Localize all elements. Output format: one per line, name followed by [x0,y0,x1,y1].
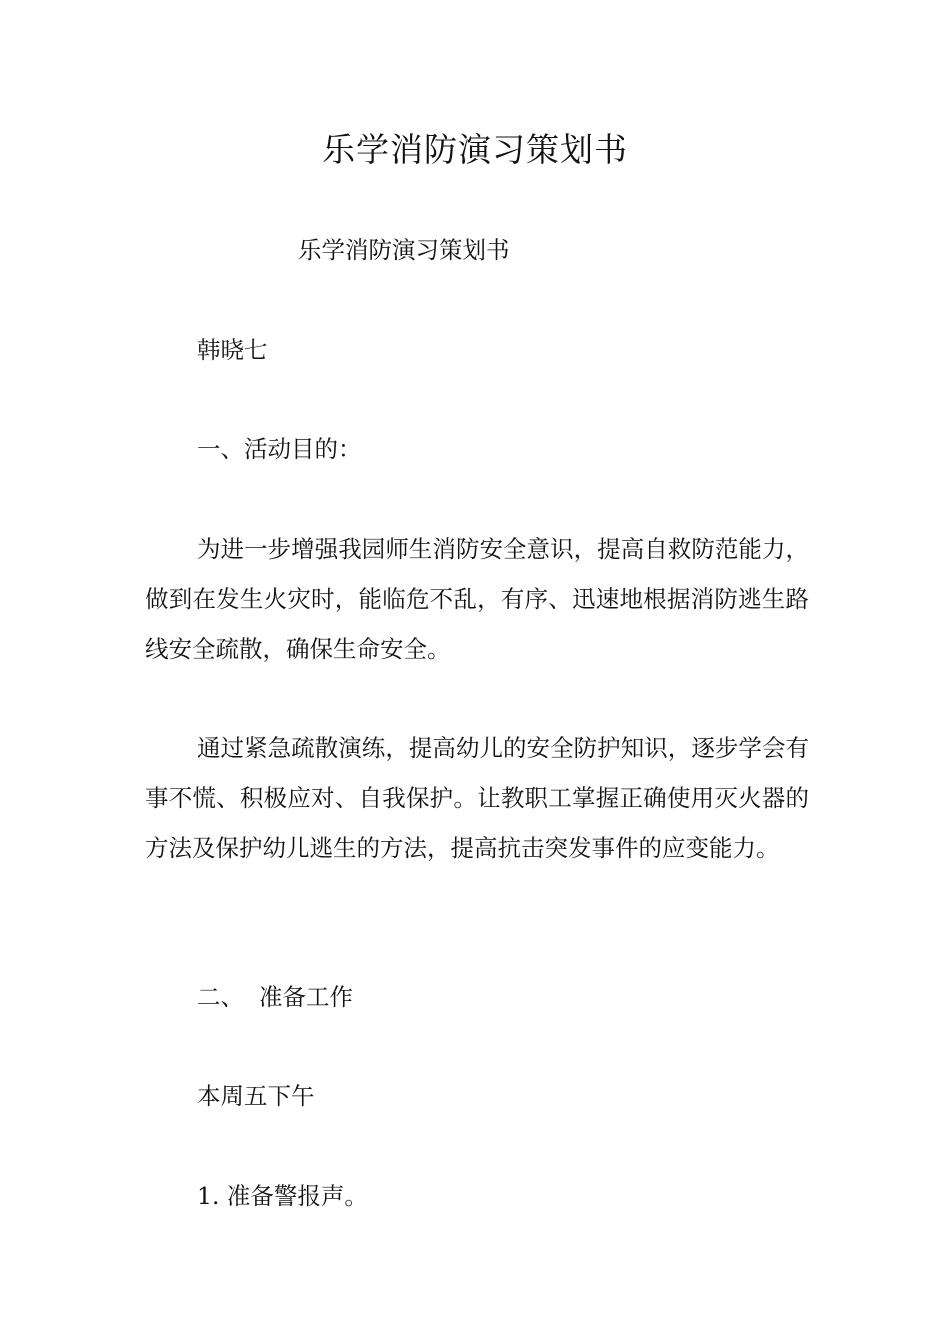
paragraph-purpose-2: 通过紧急疏散演练，提高幼儿的安全防护知识，逐步学会有事不慌、积极应对、自我保护。让教职工掌握正确使用灭火器的方法及保护幼儿逃生的方法，提高抗击突发事件的应变能力。 [145,734,809,862]
section-heading-preparation: 二、 准备工作 [197,983,353,1011]
section-heading-purpose: 一、活动目的： [197,435,362,463]
time-line: 本周五下午 [197,1082,315,1110]
document-subtitle: 乐学消防演习策划书 [298,236,510,264]
document-title: 乐学消防演习策划书 [322,130,628,169]
paragraph-purpose-1: 为进一步增强我园师生消防安全意识，提高自救防范能力，做到在发生火灾时，能临危不乱，有序、迅速地根据消防逃生路线安全疏散，确保生命安全。 [145,535,809,663]
author-name: 韩晓七 [197,336,268,364]
list-item-1: 1. 准备警报声。 [197,1182,368,1210]
